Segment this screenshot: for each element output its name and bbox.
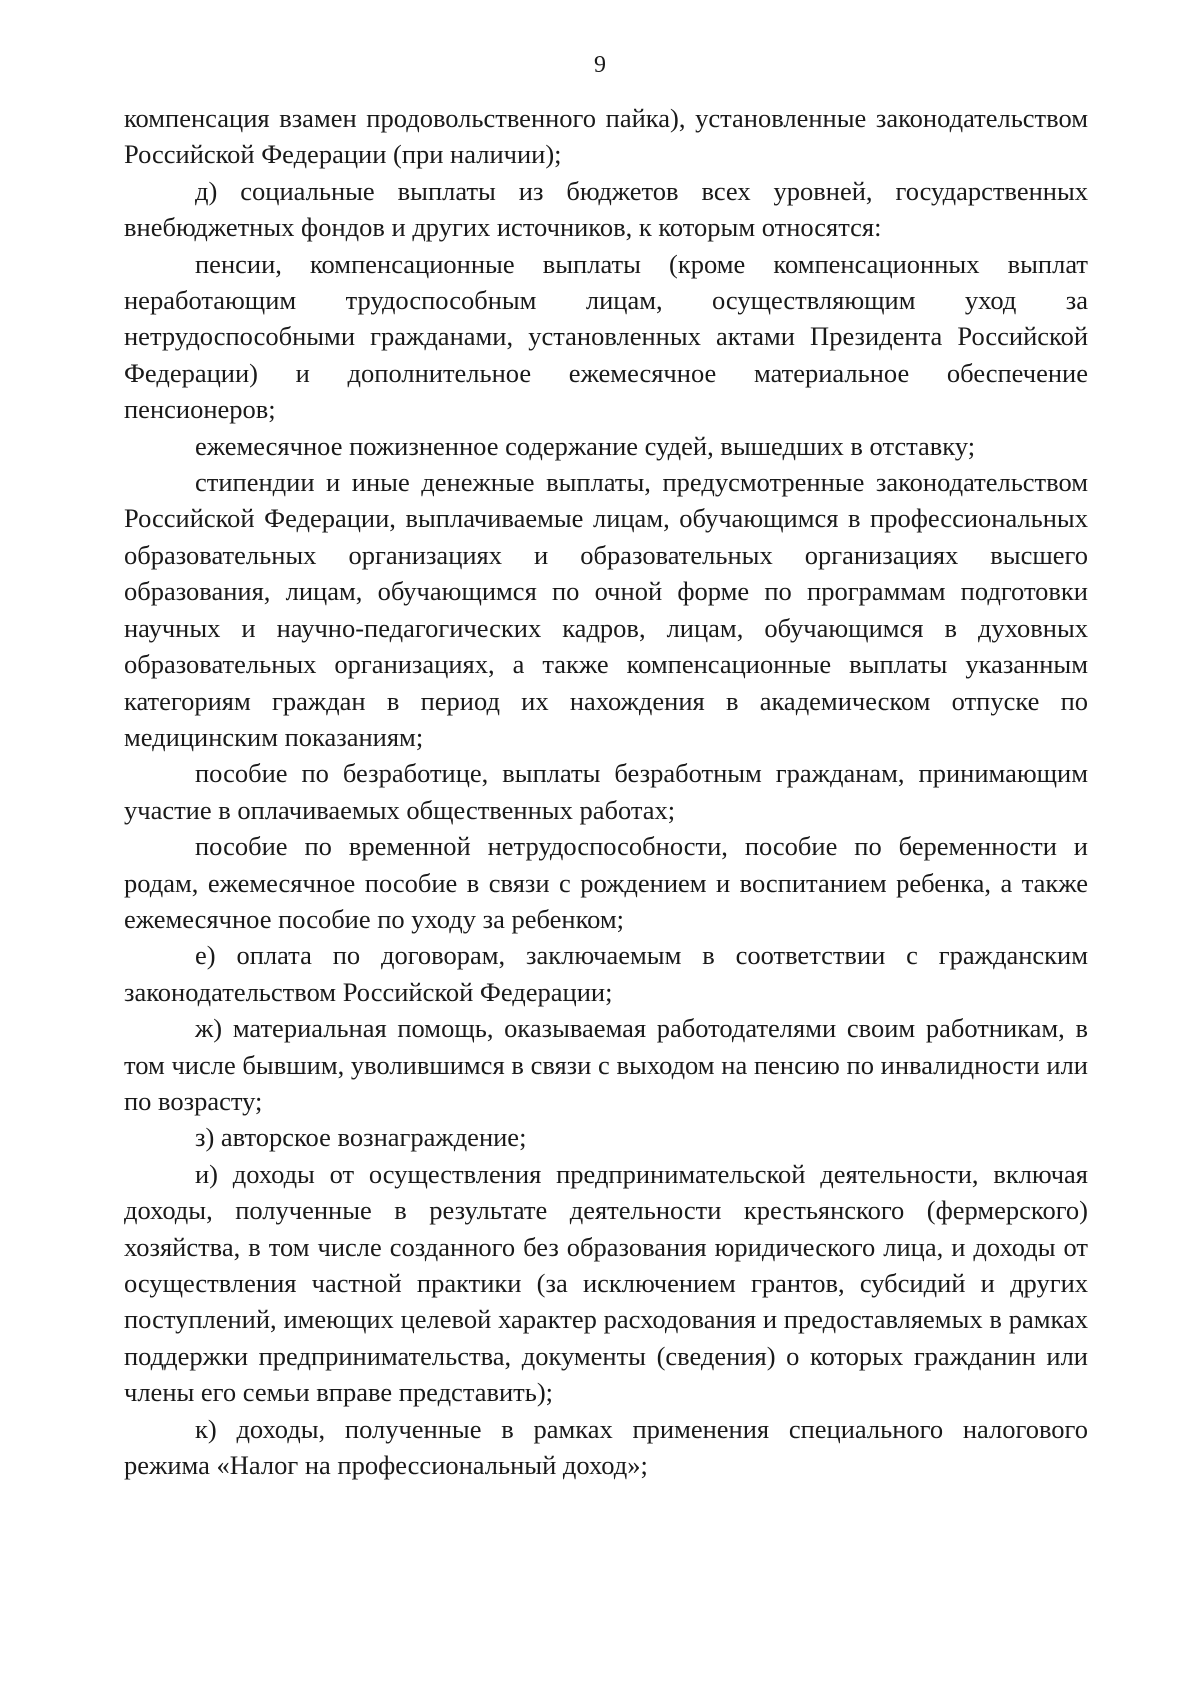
- paragraph-item-k: к) доходы, полученные в рамках применения специального налогового режима «Налог на профессиональный доход»;: [124, 1413, 1088, 1481]
- paragraph-pensions: пенсии, компенсационные выплаты (кроме компенсационных выплат неработающим трудоспособным лицам, осуществляющим уход за нетрудоспособными гражданами, установленных актами Президента Российской Федерации) и дополнительное ежемесячное материальное обеспечение пенсионеров;: [124, 248, 1088, 425]
- paragraph-item-d: д) социальные выплаты из бюджетов всех уровней, государственных внебюджетных фондов и других источников, к которым относятся:: [124, 175, 1088, 243]
- paragraph-unemployment-benefit: пособие по безработице, выплаты безработным гражданам, принимающим участие в оплачиваемых общественных работах;: [124, 758, 1088, 825]
- paragraph-item-zh: ж) материальная помощь, оказываемая работодателями своим работникам, в том числе бывшим, уволившимся в связи с выходом на пенсию по инвалидности или по возрасту;: [124, 1013, 1088, 1116]
- paragraph-continuation: компенсация взамен продовольственного пайка), установленные законодательством Российской Федерации (при наличии);: [124, 103, 1088, 170]
- paragraph-item-z: з) авторское вознаграждение;: [195, 1122, 527, 1153]
- document-body: [124, 100, 1088, 1483]
- paragraph-item-i: и) доходы от осуществления предпринимательской деятельности, включая доходы, полученные в результате деятельности крестьянского (фермерского) хозяйства, в том числе созданного без образования юридического лица, и доходы от осуществления частной практики (за исключением грантов, субсидий и других поступлений, имеющих целевой характер расходования и предоставляемых в рамках поддержки предпринимательства, документы (сведения) о которых гражданин или члены его семьи вправе представить);: [124, 1158, 1088, 1408]
- paragraph-stipends: стипендии и иные денежные выплаты, предусмотренные законодательством Российской Федерации, выплачиваемые лицам, обучающимся в профессиональных образовательных организациях и образовательных организациях высшего образования, лицам, обучающимся по очной форме по программам подготовки научных и научно-педагогических кадров, лицам, обучающимся в духовных образовательных организациях, а также компенсационные выплаты указанным категориям граждан в период их нахождения в академическом отпуске по медицинским показаниям;: [124, 467, 1088, 752]
- paragraph-item-e: е) оплата по договорам, заключаемым в соответствии с гражданским законодательством Российской Федерации;: [124, 940, 1088, 1007]
- page-number: 9: [594, 52, 606, 78]
- paragraph-disability-maternity-benefit: пособие по временной нетрудоспособности, пособие по беременности и родам, ежемесячное пособие в связи с рождением и воспитанием ребенка, а также ежемесячное пособие по уходу за ребенком;: [124, 831, 1088, 934]
- paragraph-judges-maintenance: ежемесячное пожизненное содержание судей, вышедших в отставку;: [195, 430, 976, 461]
